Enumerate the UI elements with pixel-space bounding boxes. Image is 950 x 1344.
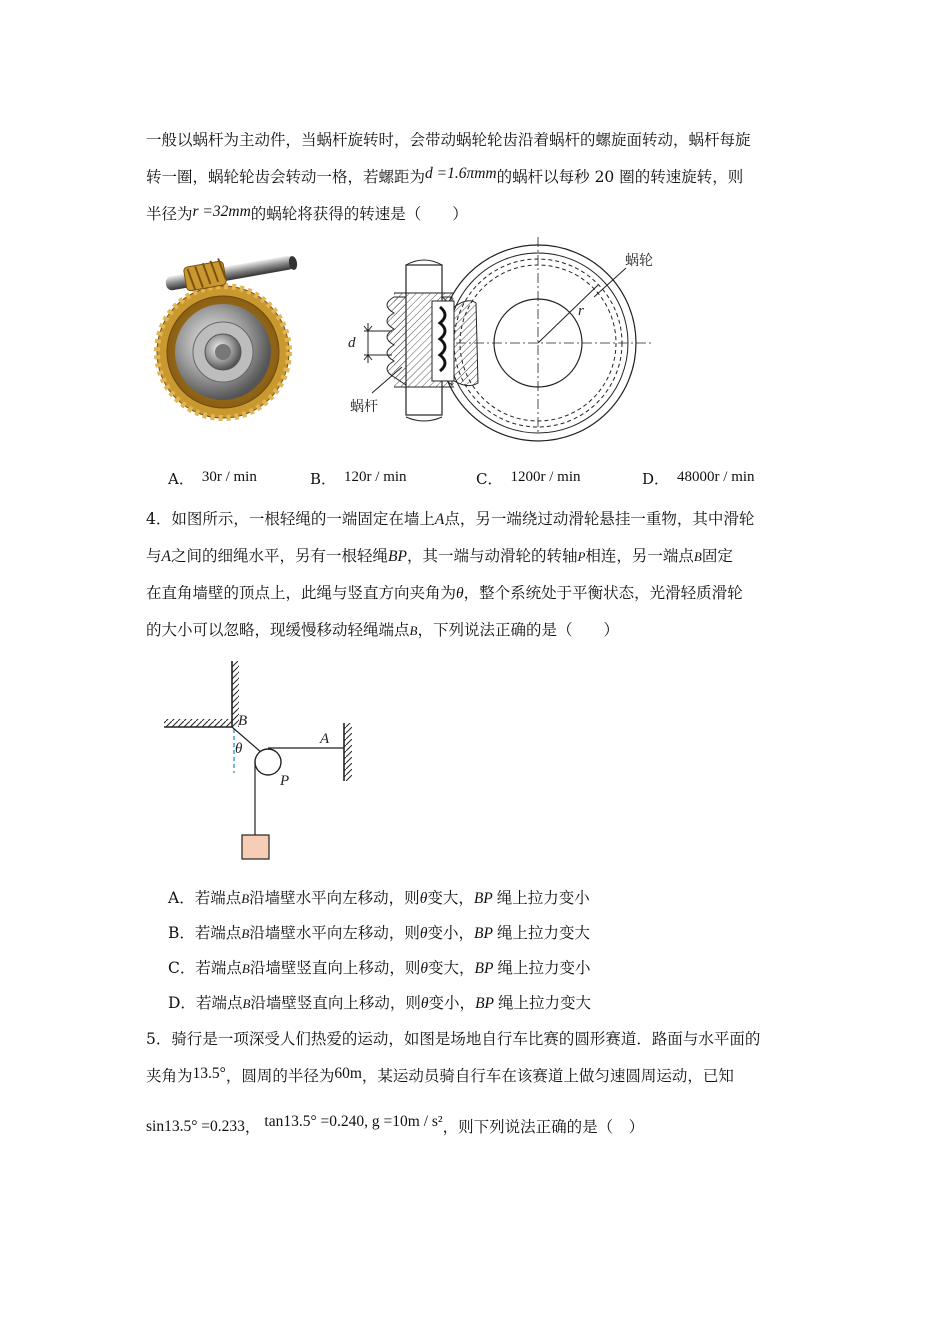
- pitch-label: d: [348, 335, 356, 351]
- q5-tan-g-values: tan13.5° =0.240, g =10m / s²: [264, 1113, 443, 1130]
- label-b: B: [238, 713, 248, 729]
- q4-option-b-bp: BP: [474, 925, 493, 942]
- corner-wall: [164, 661, 239, 727]
- right-wall: [344, 723, 352, 781]
- q4-line-2-text-e: 固定: [701, 547, 733, 565]
- pitch-dimension: [364, 323, 392, 363]
- q3-option-b-value: 120r / min: [344, 469, 407, 485]
- q4-option-d-bp: BP: [475, 995, 494, 1012]
- q4-line-1-text-b: 点，另一端绕过动滑轮悬挂一重物，其中滑轮: [444, 510, 755, 528]
- q5-line-1: 5．骑行是一项深受人们热爱的运动，如图是场地自行车比赛的圆形赛道．路面与水平面的: [146, 1030, 761, 1048]
- q3-pitch: d =1.6πmm: [425, 165, 497, 182]
- q4-option-c-letter: C．: [168, 959, 196, 977]
- q4-line-2-text-d: 相连，另一端点: [585, 547, 694, 565]
- q4-option-a-mid: 沿墙壁水平向左移动，则: [249, 889, 420, 907]
- q3-line-2-text-a: 转一圈，蜗轮轮齿会转动一格，若螺距为: [146, 168, 426, 186]
- q4-option-d-b: B: [242, 996, 251, 1011]
- q5-line-2: [146, 1064, 734, 1086]
- q4-line-2-text-a: 与: [146, 547, 162, 565]
- q3-radius: r =32mm: [192, 203, 251, 220]
- q4-option-c-after: 变大，: [427, 959, 475, 977]
- label-a: A: [320, 731, 330, 747]
- q4-option-c-mid: 沿墙壁竖直向上移动，则: [249, 959, 421, 977]
- q4-line-3-text-b: ，整个系统处于平衡状态，光滑轻质滑轮: [463, 584, 743, 602]
- q3-line-2-text-b: 的蜗杆以每秒 20 圈的转速旋转，则: [496, 168, 744, 186]
- q3-option-b[interactable]: [310, 468, 407, 489]
- radius-label: r: [578, 303, 584, 319]
- q4-option-b-letter: B．: [168, 924, 195, 942]
- q5-line-3: [146, 1115, 644, 1137]
- q4-line-2-text-b: 之间的细绳水平，另有一根轻绳: [170, 547, 388, 565]
- q4-option-c-bp: BP: [474, 960, 494, 977]
- q4-line-3: [146, 581, 743, 603]
- q4-option-d-pre: 若端点: [195, 994, 243, 1012]
- q4-line-2-text-c: ，其一端与动滑轮的转轴: [406, 547, 578, 565]
- q4-option-b-b: B: [241, 926, 250, 941]
- q5-line-2-text-a: 夹角为: [146, 1067, 193, 1085]
- q4-option-d-after: 变小，: [428, 994, 476, 1012]
- q4-option-d-letter: D．: [168, 994, 196, 1012]
- q4-line-1: [146, 507, 754, 529]
- q3-option-d-value: 48000r / min: [677, 469, 755, 485]
- q3-line-3-text-a: 半径为: [146, 205, 193, 223]
- q4-option-b-mid: 沿墙壁水平向左移动，则: [249, 924, 420, 942]
- q3-option-a[interactable]: [168, 468, 257, 489]
- q4-axle-p: P: [577, 549, 586, 564]
- q5-angle: 13.5°: [192, 1065, 226, 1082]
- label-theta: θ: [235, 741, 243, 757]
- q4-option-a-end: 绳上拉力变小: [496, 889, 590, 907]
- q3-option-a-letter: A．: [168, 470, 194, 488]
- q3-option-d-letter: D．: [642, 470, 670, 488]
- q5-line-3-end: ，则下列说法正确的是（ ）: [442, 1118, 645, 1136]
- q3-line-2: [146, 165, 743, 187]
- q4-option-a-bp: BP: [473, 890, 493, 907]
- q4-option-d-theta: θ: [420, 995, 429, 1012]
- weight-block: [242, 835, 269, 859]
- q4-option-a-theta: θ: [419, 890, 428, 907]
- q4-option-b-after: 变小，: [427, 924, 475, 942]
- q4-option-d[interactable]: [168, 991, 591, 1013]
- q3-option-c-letter: C．: [476, 470, 503, 488]
- q4-option-a-after: 变大，: [427, 889, 474, 907]
- q5-line-2-text-b: ，圆周的半径为: [225, 1067, 335, 1085]
- q4-option-b-pre: 若端点: [194, 924, 242, 942]
- label-p: P: [280, 773, 290, 789]
- q3-option-b-letter: B．: [310, 470, 337, 488]
- q4-option-c-pre: 若端点: [195, 959, 242, 977]
- pulley-diagram: [160, 655, 365, 865]
- q4-point-a: A: [434, 511, 445, 528]
- q4-option-a[interactable]: [168, 886, 590, 908]
- q3-option-a-value: 30r / min: [201, 469, 257, 485]
- q4-line-1-text-a: 4．如图所示，一根轻绳的一端固定在墙上: [146, 510, 435, 528]
- q4-point-b-2: B: [409, 623, 418, 638]
- q4-point-a-2: A: [161, 548, 171, 565]
- q4-option-c-b: B: [241, 961, 250, 976]
- q4-option-c-theta: θ: [420, 960, 428, 977]
- q4-line-2: [146, 544, 733, 566]
- q5-sin-value: sin13.5° =0.233: [146, 1118, 245, 1135]
- q3-line-1: 一般以蜗杆为主动件，当蜗杆旋转时，会带动蜗轮轮齿沿着蜗杆的螺旋面转动，蜗杆每旋: [146, 131, 751, 149]
- q3-line-3: [146, 202, 468, 224]
- q4-option-c[interactable]: [168, 956, 590, 978]
- q4-line-4-text-a: 的大小可以忽略，现缓慢移动轻绳端点: [146, 621, 410, 639]
- q3-option-c[interactable]: [476, 468, 580, 489]
- worm-shaft: [165, 255, 298, 291]
- q3-line-3-text-b: 的蜗轮将获得的转速是（ ）: [250, 205, 468, 223]
- q4-option-a-b: B: [241, 891, 250, 906]
- q4-rope-bp: BP: [388, 548, 407, 565]
- q4-option-b-end: 绳上拉力变大: [496, 924, 590, 942]
- q5-comma: ，: [244, 1118, 261, 1136]
- q5-radius: 60m: [334, 1065, 362, 1082]
- q4-line-4: [146, 618, 619, 640]
- q3-option-d[interactable]: [642, 468, 755, 489]
- q4-option-a-pre: 若端点: [194, 889, 242, 907]
- q4-point-b: B: [693, 549, 702, 564]
- q4-option-a-letter: A．: [168, 889, 195, 907]
- q3-option-c-value: 1200r / min: [510, 469, 581, 485]
- worm-label: 蜗杆: [350, 399, 378, 415]
- wheel-label: 蜗轮: [625, 253, 653, 269]
- q4-line-4-text-b: ，下列说法正确的是（ ）: [417, 621, 619, 639]
- q4-option-b[interactable]: [168, 921, 590, 943]
- q4-option-b-theta: θ: [419, 925, 428, 942]
- q4-theta: θ: [456, 585, 464, 602]
- q4-option-c-end: 绳上拉力变小: [497, 959, 591, 977]
- worm-screw: [387, 260, 478, 421]
- q4-option-d-end: 绳上拉力变大: [498, 994, 592, 1012]
- q5-line-2-text-c: ，某运动员骑自行车在该赛道上做匀速圆周运动，已知: [361, 1067, 734, 1085]
- worm-gear-diagram: [340, 235, 670, 435]
- pulley: [255, 749, 281, 775]
- worm-gear-photo: [155, 252, 305, 427]
- q4-line-3-text-a: 在直角墙壁的顶点上，此绳与竖直方向夹角为: [146, 584, 457, 602]
- q4-option-d-mid: 沿墙壁竖直向上移动，则: [250, 994, 421, 1012]
